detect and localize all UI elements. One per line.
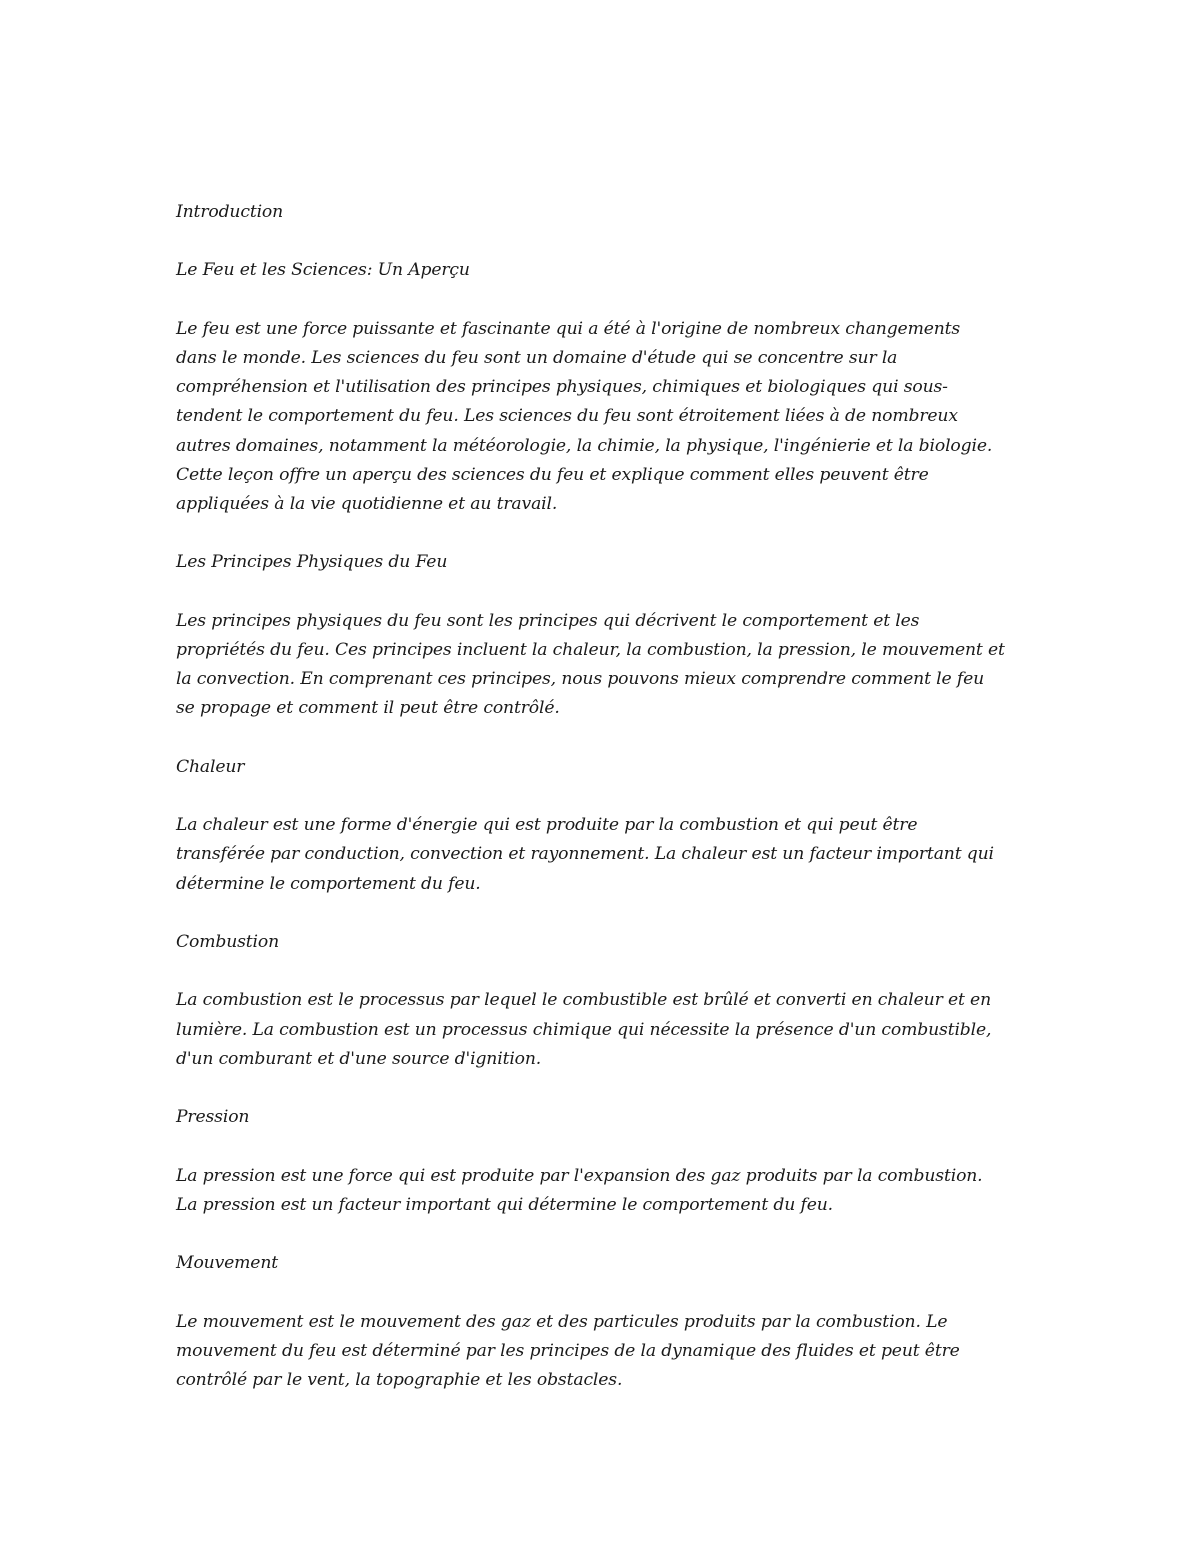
text-line: lumière. La combustion est un processus chimique qui nécessite la présence d'un combustible, [176,1019,992,1040]
text-line: Le mouvement est le mouvement des gaz et des particules produits par la combustion. Le [176,1311,948,1332]
text-line: Les Principes Physiques du Feu [176,552,448,573]
text-line: se propage et comment il peut être contrôlé. [176,698,560,719]
text-line: La pression est un facteur important qui détermine le comportement du feu. [176,1194,833,1215]
section-heading [176,1103,1036,1132]
body-paragraph [176,1308,1036,1396]
section-heading [176,198,1036,227]
text-line: compréhension et l'utilisation des principes physiques, chimiques et biologiques qui sous- [176,377,948,398]
section-heading [176,753,1036,782]
text-line: transférée par conduction, convection et rayonnement. La chaleur est un facteur important qui [176,844,994,865]
body-paragraph [176,811,1036,899]
text-line: Les principes physiques du feu sont les principes qui décrivent le comportement et les [176,610,920,631]
text-line: autres domaines, notamment la météorologie, la chimie, la physique, l'ingénierie et la biologie. [176,435,993,456]
text-line: Combustion [176,931,280,952]
text-line: Le Feu et les Sciences: Un Aperçu [176,260,470,281]
text-line: Chaleur [176,756,245,777]
text-line: La combustion est le processus par lequel le combustible est brûlé et converti en chaleur et en [176,990,991,1011]
section-heading [176,928,1036,957]
text-line: la convection. En comprenant ces principes, nous pouvons mieux comprendre comment le feu [176,669,985,690]
text-line: propriétés du feu. Ces principes incluent la chaleur, la combustion, la pression, le mouvement et [176,639,1005,660]
text-line: mouvement du feu est déterminé par les principes de la dynamique des fluides et peut être [176,1340,960,1361]
body-paragraph [176,986,1036,1074]
document-body [176,198,1036,1424]
text-line: appliquées à la vie quotidienne et au travail. [176,494,558,514]
text-line: La chaleur est une forme d'énergie qui est produite par la combustion et qui peut être [176,815,918,836]
text-line: Cette leçon offre un aperçu des sciences du feu et explique comment elles peuvent être [176,464,929,485]
text-line: contrôlé par le vent, la topographie et les obstacles. [176,1369,623,1390]
text-line: Introduction [176,202,284,222]
section-heading [176,1249,1036,1278]
text-line: dans le monde. Les sciences du feu sont un domaine d'étude qui se concentre sur la [176,347,898,368]
text-line: Le feu est une force puissante et fascinante qui a été à l'origine de nombreux changements [176,318,961,339]
body-paragraph [176,1162,1036,1220]
text-line: Mouvement [176,1253,278,1274]
text-line: Pression [176,1107,250,1128]
section-heading [176,256,1036,285]
section-heading [176,548,1036,577]
text-line: d'un comburant et d'une source d'ignition. [176,1048,542,1069]
body-paragraph [176,315,1036,519]
text-line: détermine le comportement du feu. [176,873,481,894]
text-line: tendent le comportement du feu. Les sciences du feu sont étroitement liées à de nombreux [176,406,958,427]
text-line: La pression est une force qui est produite par l'expansion des gaz produits par la combustion. [176,1165,983,1186]
body-paragraph [176,607,1036,724]
